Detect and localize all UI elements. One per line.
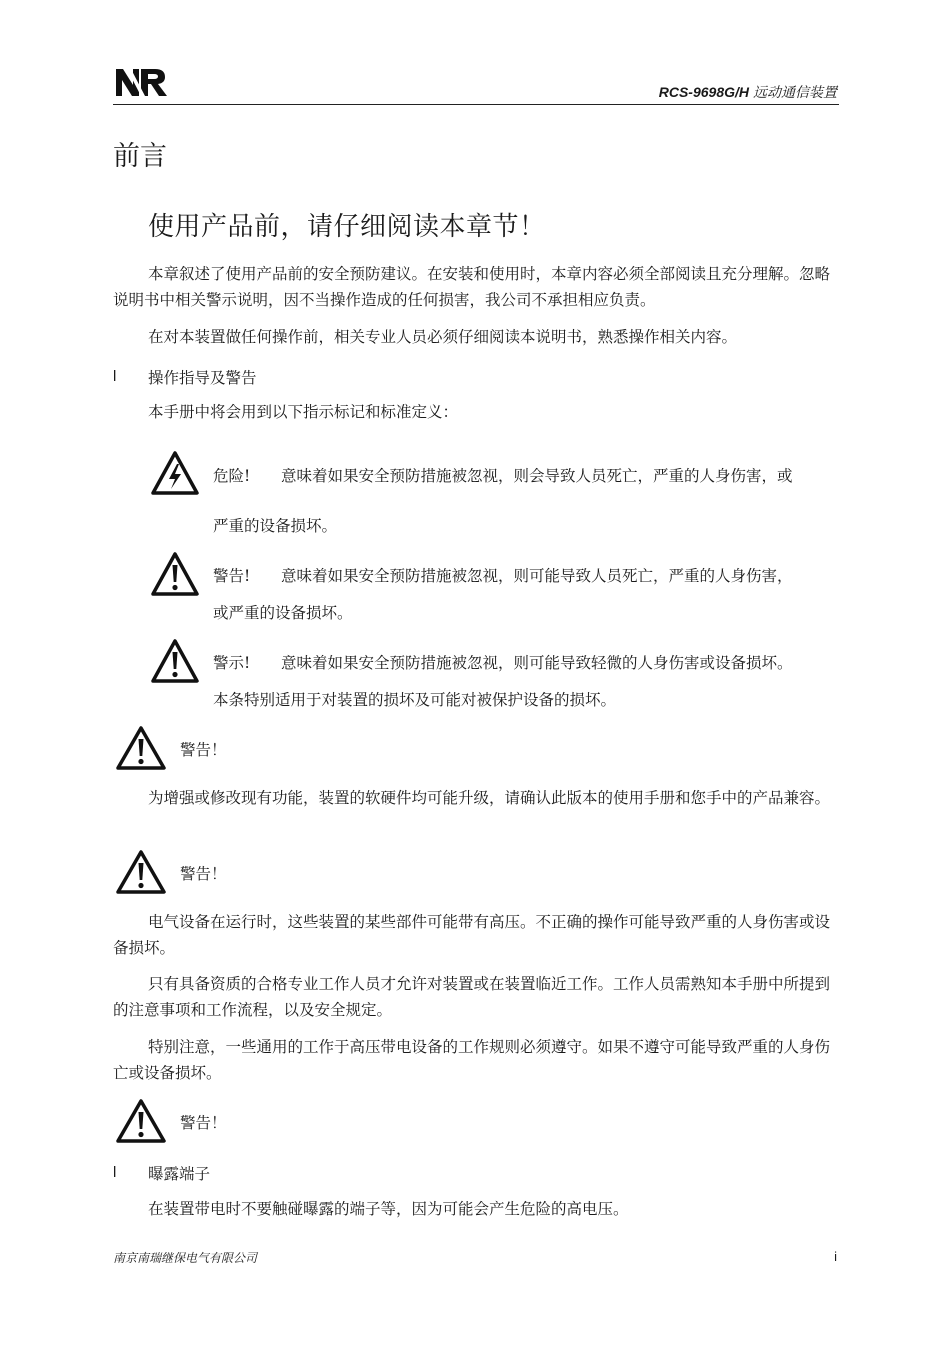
device-name: 远动通信装置 [753,85,837,101]
warning-heading: 警告！ [180,1114,227,1132]
warning-icon [115,725,167,771]
caution-definition-line-1: 意味着如果安全预防措施被忽视，则可能导致轻微的人身伤害或设备损坏。 [281,654,793,672]
page-title: 前言 [113,141,167,172]
warning-paragraph-high-voltage: 电气设备在运行时，这些装置的某些部件可能带有高压。不正确的操作可能导致严重的人身伤害或设备损坏。 [113,913,831,957]
danger-label: 危险! [213,467,251,485]
warning-definition-line-2: 或严重的设备损坏。 [213,604,353,622]
warning-paragraph-upgrade: 为增强或修改现有功能，装置的软硬件均可能升级，请确认此版本的使用手册和您手中的产品兼容。 [148,789,831,807]
warning-heading: 警告！ [180,865,227,883]
company-logo [115,66,169,98]
caution-definition-line-2: 本条特别适用于对装置的损坏及可能对被保护设备的损坏。 [213,691,617,709]
danger-definition-line-2: 严重的设备损坏。 [213,517,338,535]
caution-label: 警示! [213,654,251,672]
warning-exclamation-icon [150,551,200,597]
intro-paragraph-1: 本章叙述了使用产品前的安全预防建议。在安装和使用时，本章内容必须全部阅读且充分理解。忽略说明书中相关警示说明，因不当操作造成的任何损害，我公司不承担相应负责。 [113,265,831,309]
section-subtitle: 使用产品前，请仔细阅读本章节！ [148,212,546,242]
caution-exclamation-icon [150,638,200,684]
warning-definition-line-1: 意味着如果安全预防措施被忽视，则可能导致人员死亡，严重的人身伤害， [281,567,793,585]
danger-definition-line-1: 意味着如果安全预防措施被忽视，则会导致人员死亡，严重的人身伤害，或 [281,467,793,485]
bullet-operation-guide: 操作指导及警告 [148,369,257,387]
warning-label: 警告! [213,567,251,585]
terminal-warning-text: 在装置带电时不要触碰曝露的端子等，因为可能会产生危险的高电压。 [148,1200,629,1218]
warning-paragraph-rules: 特别注意，一些通用的工作于高压带电设备的工作规则必须遵守。如果不遵守可能导致严重的人身伤亡或设备损坏。 [113,1038,831,1082]
definitions-intro: 本手册中将会用到以下指示标记和标准定义： [148,403,459,421]
bullet-exposed-terminals: 曝露端子 [148,1165,211,1183]
page-number: i [834,1249,837,1264]
bullet-marker: l [113,368,117,385]
bullet-marker: l [113,1164,117,1181]
danger-lightning-icon [150,450,200,496]
warning-icon [115,1098,167,1144]
warning-icon [115,849,167,895]
header-title [659,82,837,102]
footer-company: 南京南瑞继保电气有限公司 [113,1251,258,1265]
warning-paragraph-qualified-staff: 只有具备资质的合格专业工作人员才允许对装置或在装置临近工作。工作人员需熟知本手册中所提到的注意事项和工作流程，以及安全规定。 [113,975,831,1019]
warning-heading: 警告！ [180,741,227,759]
intro-paragraph-2: 在对本装置做任何操作前，相关专业人员必须仔细阅读本说明书，熟悉操作相关内容。 [148,328,738,346]
header-divider [113,104,839,105]
model-number: RCS-9698G/H [658,84,749,100]
